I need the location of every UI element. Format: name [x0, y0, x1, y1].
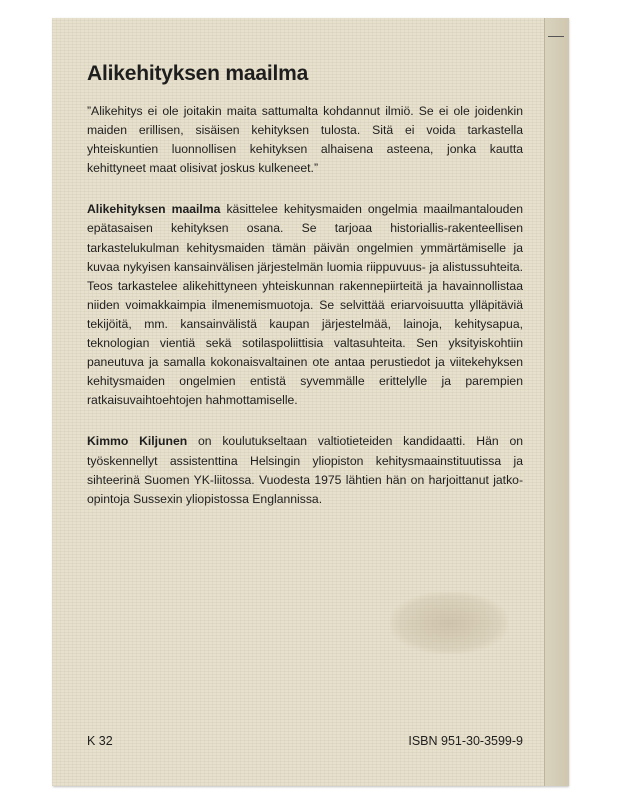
description-text: käsittelee kehitysmaiden ongelmia maailmantalouden epätasaisen kehityksen osana. Se tarjoaa historiallis-rakenteellisen tarkastelukulman kehitysmaiden tämän päivän ongelmien ymmärtämiselle ja kuvaa nykyisen kansainvälisen järjestelmän luomia riippuvuus- ja alistussuhteita. Teos tarkastelee alikehittyneen yhteiskunnan rakennepiirteitä ja havainnollistaa niiden voimakkaimpia ilmenemismuotoja. Se selvittää eriarvoisuutta ylläpitäviä tekijöitä, mm. kansainvälistä kaupan järjestelmää, lainoja, kehitysapua, teknologian vientiä sekä sotilaspoliittisia valtasuhteita. Sen yksityiskohtiin paneutuva ja samalla kokonaisvaltainen ote antaa perustiedot ja viitekehyksen kehitysmaiden ongelmien entistä syvemmälle erittelylle ja parempien ratkaisuvaihtoehtojen hahmottamiselle. [87, 202, 523, 408]
author-bio: on koulutukseltaan valtiotieteiden kandidaatti. Hän on työskennellyt assistenttina Helsingin yliopiston kehitysmaainstituutissa ja sihteerinä Suomen YK-liitossa. Vuodesta 1975 lähtien hän on harjoittanut jatko-opintoja Sussexin yliopistossa Englannissa. [87, 434, 523, 506]
description-paragraph [87, 200, 523, 410]
quote-paragraph: ”Alikehitys ei ole joitakin maita sattumalta kohdannut ilmiö. Se ei ole joidenkin maiden erillisen, sisäisen kehityksen tulosta. Sitä ei voida tarkastella yhteiskuntien luonnollisen kehityksen alhaisena asteena, jonka kautta kehittyneet maat olisivat joskus kulkeneet.” [87, 104, 523, 176]
description-lead: Alikehityksen maailma [87, 202, 221, 217]
isbn: ISBN 951-30-3599-9 [408, 734, 523, 748]
series-number: K 32 [87, 734, 113, 748]
book-title: Alikehityksen maailma [87, 62, 309, 85]
spine-mark [548, 36, 564, 37]
author-name: Kimmo Kiljunen [87, 434, 188, 449]
cover-text [87, 62, 523, 531]
paper-stain [390, 592, 508, 654]
book-spine [544, 18, 569, 786]
author-paragraph [87, 432, 523, 508]
